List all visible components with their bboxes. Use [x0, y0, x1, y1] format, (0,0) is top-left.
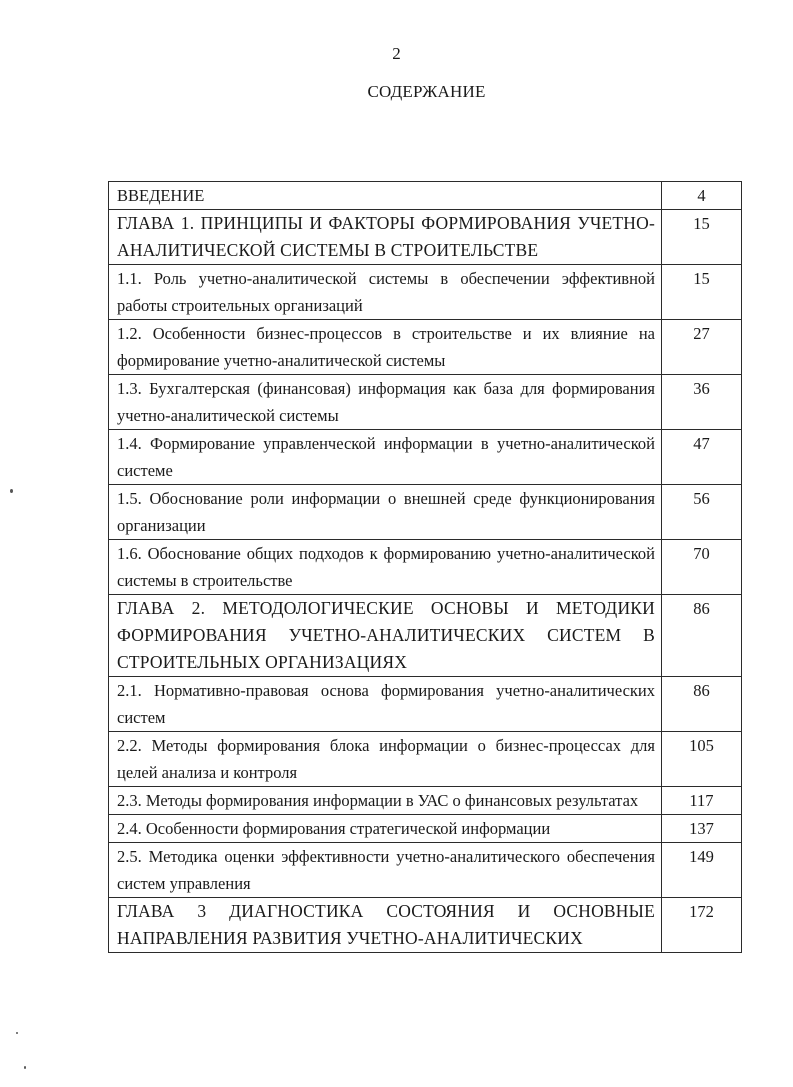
toc-row: [109, 320, 742, 375]
page-number: 2: [392, 44, 401, 63]
toc-entry-title: 1.4. Формирование управленческой информации в учетно-аналитической системе: [109, 430, 662, 485]
toc-entry-page: 70: [662, 540, 742, 595]
toc-entry-title: 1.6. Обоснование общих подходов к формированию учетно-аналитической системы в строительстве: [109, 540, 662, 595]
toc-body: [109, 182, 742, 953]
toc-entry-page: 47: [662, 430, 742, 485]
scan-speck: [10, 489, 13, 493]
toc-entry-page: 86: [662, 677, 742, 732]
toc-entry-title: ГЛАВА 3 ДИАГНОСТИКА СОСТОЯНИЯ И ОСНОВНЫЕ НАПРАВЛЕНИЯ РАЗВИТИЯ УЧЕТНО-АНАЛИТИЧЕСКИХ: [109, 898, 662, 953]
toc-row: [109, 540, 742, 595]
toc-entry-page: 15: [662, 210, 742, 265]
toc-entry-page: 86: [662, 595, 742, 677]
toc-entry-page: 36: [662, 375, 742, 430]
toc-entry-page: 27: [662, 320, 742, 375]
toc-entry-title: 2.2. Методы формирования блока информации о бизнес-процессах для целей анализа и контроля: [109, 732, 662, 787]
toc-entry-title: 1.2. Особенности бизнес-процессов в строительстве и их влияние на формирование учетно-аналитической системы: [109, 320, 662, 375]
toc-row: [109, 815, 742, 843]
toc-entry-title: ГЛАВА 1. ПРИНЦИПЫ И ФАКТОРЫ ФОРМИРОВАНИЯ УЧЕТНО-АНАЛИТИЧЕСКОЙ СИСТЕМЫ В СТРОИТЕЛЬСТВЕ: [109, 210, 662, 265]
toc-row: [109, 843, 742, 898]
toc-row: [109, 485, 742, 540]
toc-row: [109, 375, 742, 430]
scan-speck: [24, 1066, 26, 1069]
toc-chapter-row: [109, 210, 742, 265]
page-title: СОДЕРЖАНИЕ: [367, 82, 486, 101]
toc-entry-page: 4: [662, 182, 742, 210]
toc-chapter-row: [109, 898, 742, 953]
toc-entry-title: 1.3. Бухгалтерская (финансовая) информация как база для формирования учетно-аналитической системы: [109, 375, 662, 430]
toc-entry-title: 1.1. Роль учетно-аналитической системы в обеспечении эффективной работы строительных организаций: [109, 265, 662, 320]
toc-entry-title: ВВЕДЕНИЕ: [109, 182, 662, 210]
toc-entry-page: 149: [662, 843, 742, 898]
toc-chapter-row: [109, 595, 742, 677]
toc-entry-page: 105: [662, 732, 742, 787]
table-of-contents: [108, 181, 742, 953]
toc-row: [109, 787, 742, 815]
toc-entry-page: 137: [662, 815, 742, 843]
toc-entry-page: 56: [662, 485, 742, 540]
toc-row: [109, 732, 742, 787]
toc-entry-title: 2.4. Особенности формирования стратегической информации: [109, 815, 662, 843]
toc-row: [109, 430, 742, 485]
toc-row: [109, 265, 742, 320]
toc-entry-page: 117: [662, 787, 742, 815]
toc-entry-title: ГЛАВА 2. МЕТОДОЛОГИЧЕСКИЕ ОСНОВЫ И МЕТОДИКИ ФОРМИРОВАНИЯ УЧЕТНО-АНАЛИТИЧЕСКИХ СИСТЕМ В СТРОИТЕЛЬНЫХ ОРГАНИЗАЦИЯХ: [109, 595, 662, 677]
toc-entry-title: 2.3. Методы формирования информации в УАС о финансовых результатах: [109, 787, 662, 815]
toc-entry-title: 2.1. Нормативно-правовая основа формирования учетно-аналитических систем: [109, 677, 662, 732]
toc-entry-title: 1.5. Обоснование роли информации о внешней среде функционирования организации: [109, 485, 662, 540]
toc-row: [109, 182, 742, 210]
toc-row: [109, 677, 742, 732]
toc-entry-page: 172: [662, 898, 742, 953]
scan-speck: [16, 1032, 18, 1034]
toc-entry-title: 2.5. Методика оценки эффективности учетно-аналитического обеспечения систем управления: [109, 843, 662, 898]
toc-entry-page: 15: [662, 265, 742, 320]
